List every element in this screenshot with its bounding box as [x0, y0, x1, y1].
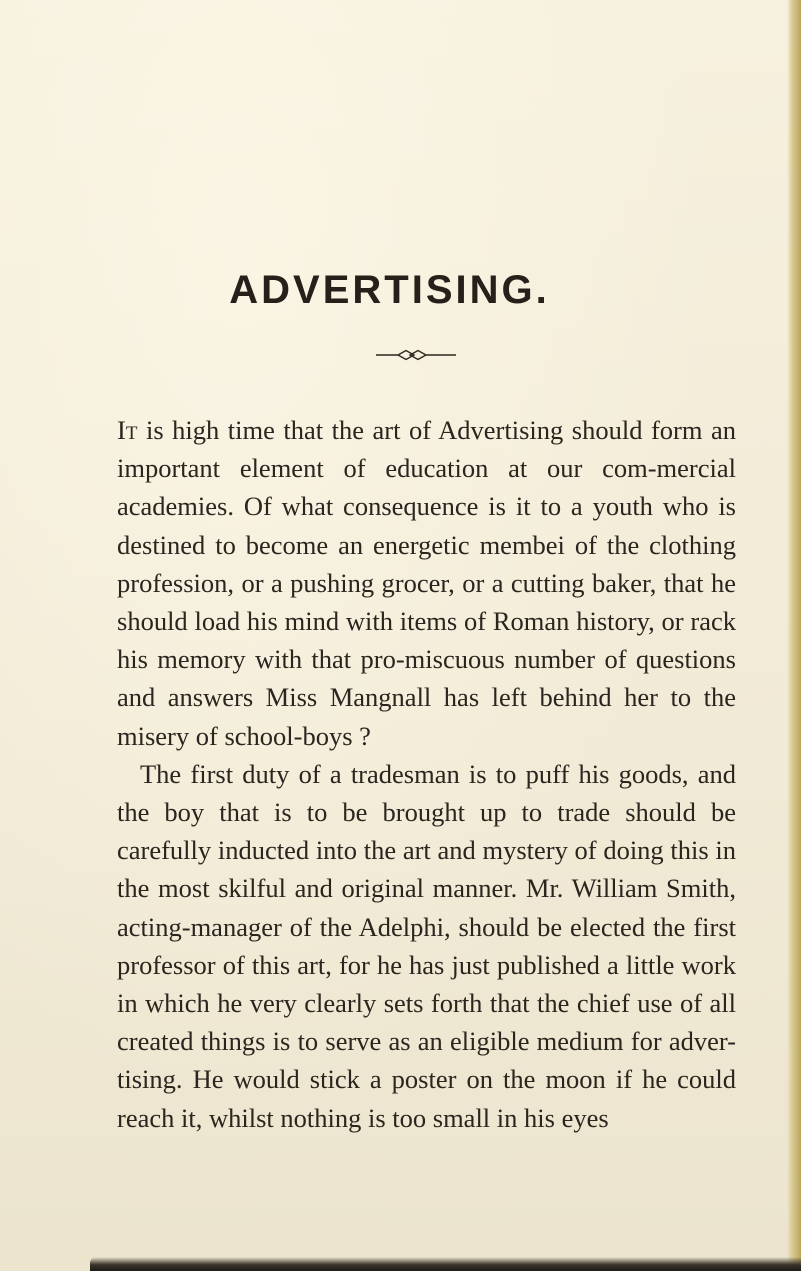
- paragraph-1: [117, 411, 736, 755]
- paragraph-1-lead: It: [117, 415, 138, 445]
- body-text: [117, 411, 736, 1137]
- paragraph-2: The first duty of a tradesman is to puff his goods, and the boy that is to be brought up to trade should be carefully inducted into the art and mystery of doing this in the most skilful and original manner. Mr. William Smith, acting-manager of the Adelphi, should be elected the first professor of this art, for he has just published a little work in which he very clearly sets forth that the chief use of all created things is to serve as an eligible medium for adver-tising. He would stick a poster on the moon if he could reach it, whilst nothing is too small in his eyes: [117, 758, 736, 1133]
- page-right-edge: [787, 0, 801, 1271]
- paragraph-1-text: is high time that the art of Advertising should form an important element of education at our com-mercial academies. Of what consequence is it to a youth who is destined to become an energetic membei of the clothing profession, or a pushing grocer, or a cutting baker, that he should load his mind with items of Roman history, or rack his memory with that pro-miscuous number of questions and answers Miss Mangnall has left behind her to the misery of school-boys ?: [117, 415, 736, 751]
- diamond-rule-ornament-icon: [376, 348, 456, 362]
- page-title: ADVERTISING.: [229, 268, 550, 312]
- page-bottom-edge: [90, 1257, 801, 1271]
